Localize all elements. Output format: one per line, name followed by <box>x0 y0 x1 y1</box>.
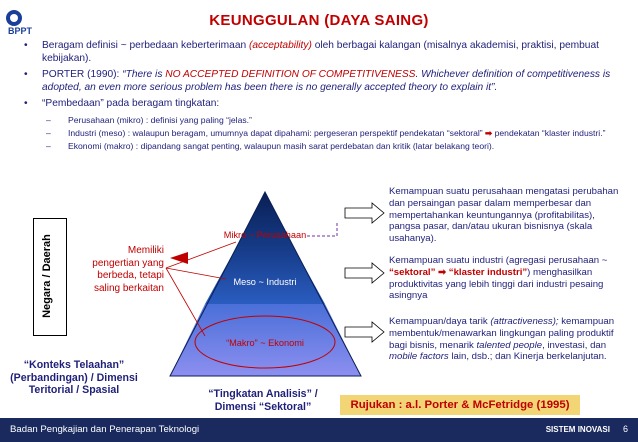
right-text-meso-d: ) menghasilkan produktivitas yang lebih tinggi dari industri pesaing asingnya <box>389 266 604 302</box>
right-text-meso-a: Kemampuan suatu industri (agregasi perusahaan ~ <box>389 255 608 266</box>
sub-bullet-2-text-a: Industri (meso) : walaupun beragam, umumnya dapat dipahami: pergeseran perspektif pendekatan “sektoral” <box>68 127 486 138</box>
right-text-makro-attractiveness: (attractiveness); <box>490 316 559 327</box>
right-text-makro <box>389 316 627 363</box>
memiliki-text: Memiliki pengertian yang berbeda, tetapi saling berkaitan <box>92 245 164 294</box>
bullet-1-acceptability: (acceptability) <box>249 40 312 51</box>
right-text-mikro: Kemampuan suatu perusahaan mengatasi perubahan dan persaingan pasar dalam memperbesar dan mempertahankan keuntungannya (profitabilitas), pangsa pasar, dan/atau ukuran bisnisnya (skala usahanya). <box>389 186 619 245</box>
tingkatan-analisis-text: “Tingkatan Analisis” / Dimensi “Sektoral” <box>208 388 318 413</box>
page-title: KEUNGGULAN (DAYA SAING) <box>209 12 429 29</box>
right-arrow-icon: ➡ <box>485 127 493 138</box>
sub-bullet-1: – Perusahaan (mikro) : definisi yang paling “jelas.” <box>46 114 252 125</box>
page-number: 6 <box>622 424 628 434</box>
left-arrow-icon <box>170 252 188 264</box>
sub-bullet-2: – Industri (meso) : walaupun beragam, umumnya dapat dipahami: pergeseran perspektif pendekatan “sektoral” ➡ pendekatan “klaster industri.” <box>46 127 606 138</box>
pyramid-label-meso: Meso ~ Industri <box>233 277 297 287</box>
right-text-makro-c: kemampuan membentuk/menawarkan lingkungan paling produktif bagi bisnis, menarik <box>389 316 615 351</box>
connector-makro <box>166 268 205 336</box>
connector-mikro <box>166 242 236 268</box>
footer-bar <box>0 418 638 442</box>
bullet-2-porter: PORTER (1990): <box>42 69 123 80</box>
right-text-makro-talented: talented people <box>476 339 543 351</box>
right-text-makro-g: lain, dsb.; dan Kinerja berkelanjutan. <box>448 351 607 363</box>
footer-sistem-inovasi: SISTEM INOVASI <box>545 425 610 434</box>
logo-text: BPPT <box>8 26 33 36</box>
right-text-meso <box>389 255 629 302</box>
bullet-2-quote-b: . Whichever definition of competitiveness is adopted, an even more serious problem has been there is no generally accepted theory to explain it”. <box>42 69 611 93</box>
sub-bullet-1-text: Perusahaan (mikro) : definisi yang paling “jelas.” <box>68 114 252 125</box>
bullet-2-no-accepted: NO ACCEPTED DEFINITION OF COMPETITIVENESS <box>165 69 416 80</box>
bullet-2: • PORTER (1990): “There is NO ACCEPTED DEFINITION OF COMPETITIVENESS. Whichever definition of competitiveness is adopted, an even more serious problem has been there is no generally accepted theory to explain it”. <box>24 69 611 93</box>
pyramid-label-mikro: Mikro ~ Perusahaan <box>223 230 307 240</box>
rujukan-box: Rujukan : a.l. Porter & McFetridge (1995) <box>340 395 580 415</box>
meso-right-arrow-icon: ➡ <box>438 266 447 278</box>
bullet-3: • “Pembedaan” pada beragam tingkatan: <box>24 98 220 109</box>
block-arrow-meso <box>345 263 384 283</box>
bullet-1: • Beragam definisi ~ perbedaan keberterimaan (acceptability) oleh berbagai kalangan (misalnya akademisi, praktisi, pembuat kebijakan). <box>24 40 599 64</box>
negara-daerah-label: Negara / Daerah <box>41 234 53 318</box>
pyramid-tier-meso <box>205 246 325 304</box>
bullet-1-text-c: oleh berbagai kalangan (misalnya akademisi, praktisi, pembuat kebijakan). <box>42 40 599 64</box>
bullet-1-text-a: Beragam definisi ~ perbedaan keberterimaan <box>42 40 249 51</box>
bullet-2-quote-a: “There is <box>122 69 166 80</box>
block-arrow-mikro <box>345 203 384 223</box>
negara-daerah-box <box>33 218 67 336</box>
block-arrow-makro <box>345 322 384 342</box>
right-text-meso-sektoral: “sektoral” <box>389 266 436 278</box>
bullet-3-text: “Pembedaan” pada beragam tingkatan: <box>42 98 220 109</box>
sub-bullet-2-text-b: pendekatan “klaster industri.” <box>492 127 606 138</box>
footer-org: Badan Pengkajian dan Penerapan Teknologi <box>10 424 200 435</box>
sub-bullet-3-text: Ekonomi (makro) : dipandang sangat penting, walaupun masih sarat perdebatan dan kritik (latar belakang teori). <box>68 140 495 151</box>
sub-bullet-3: – Ekonomi (makro) : dipandang sangat penting, walaupun masih sarat perdebatan dan kritik (latar belakang teori). <box>46 140 495 151</box>
konteks-telaahan-text: “Konteks Telaahan” (Perbandingan) / Dimensi Teritorial / Spasial <box>10 359 138 396</box>
right-text-makro-e: , investasi, dan <box>542 339 607 351</box>
pyramid-label-makro: “Makro” ~ Ekonomi <box>226 338 304 348</box>
right-text-makro-a: Kemampuan/daya tarik <box>389 316 491 327</box>
right-text-meso-klaster: “klaster industri” <box>448 266 528 278</box>
right-text-makro-mobile: mobile factors <box>389 351 449 363</box>
